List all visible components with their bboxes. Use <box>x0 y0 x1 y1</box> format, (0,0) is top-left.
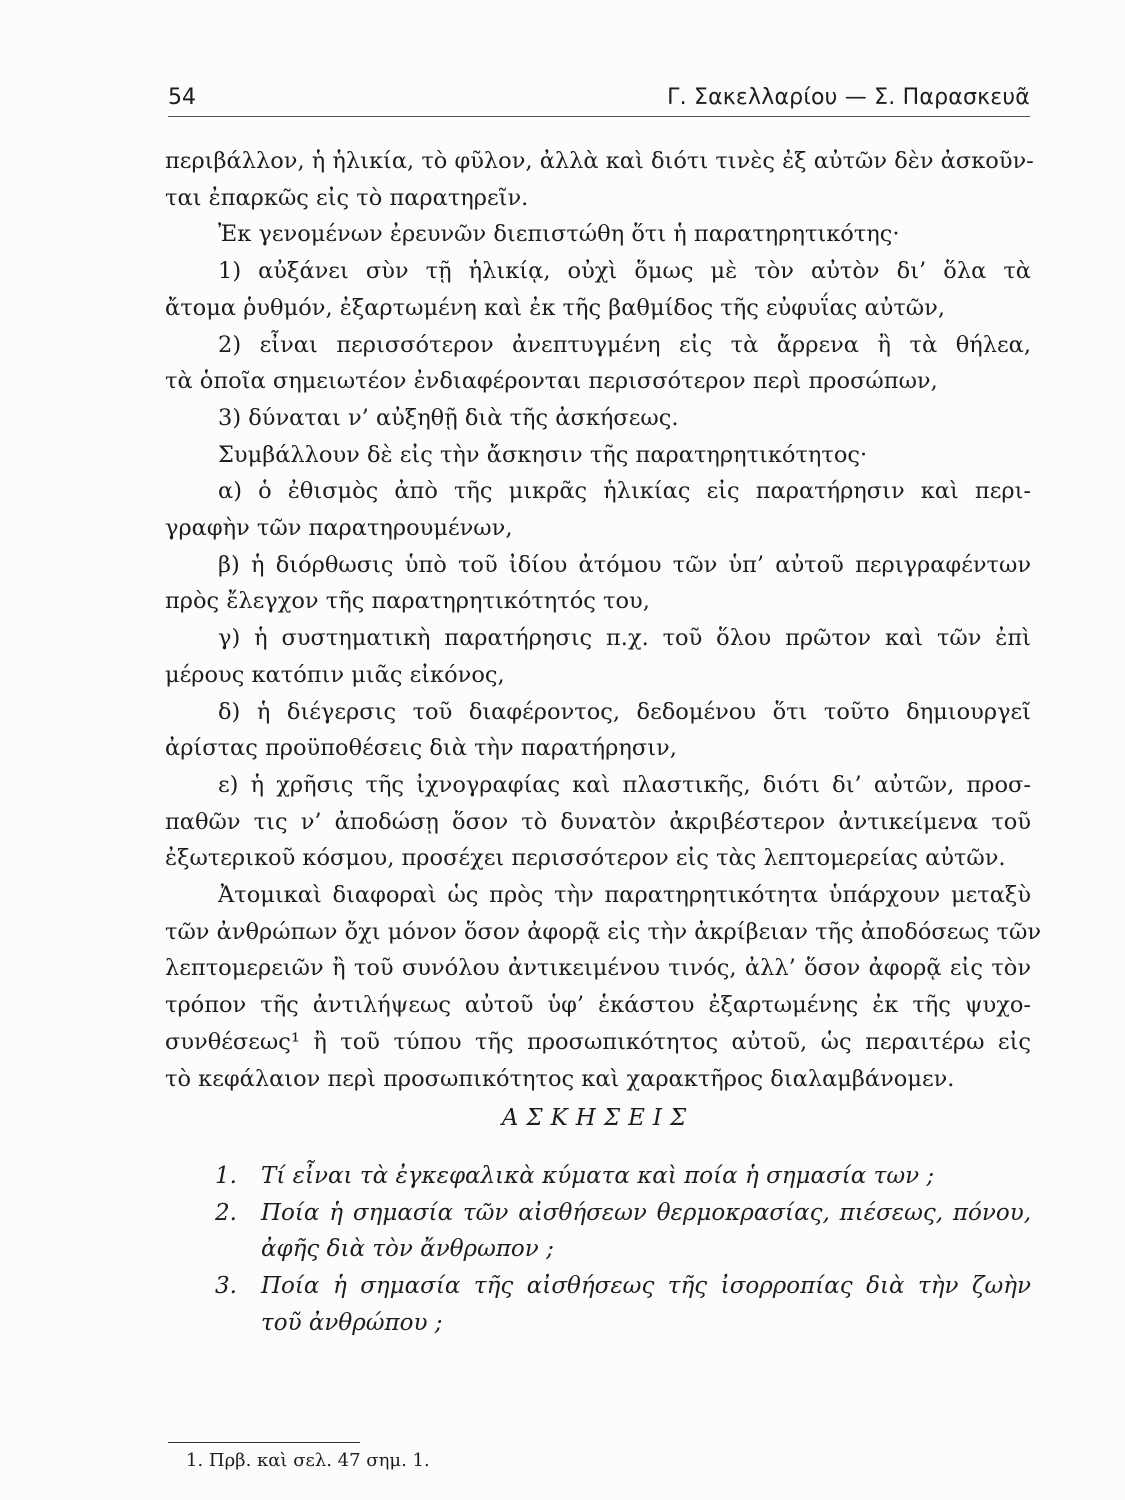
exercise-line: ἀφῆς διὰ τὸν ἄνθρωπον ; <box>261 1236 554 1263</box>
text-line: περιβάλλον, ἡ ἡλικία, τὸ φῦλον, ἀλλὰ καὶ διότι τινὲς ἐξ αὐτῶν δὲν ἀσκοῦν- <box>165 148 1034 174</box>
text-line: πρὸς ἔλεγχον τῆς παρατηρητικότητός του, <box>165 588 650 615</box>
text-line: β) ἡ διόρθωσις ὑπὸ τοῦ ἰδίου ἀτόμου τῶν ὑπ’ αὐτοῦ περιγραφέντων <box>218 551 1031 578</box>
exercise-number: 1. <box>215 1163 237 1189</box>
text-line: τὰ ὁποῖα σημειωτέον ἐνδιαφέρονται περισσότερον περὶ προσώπων, <box>165 368 938 395</box>
exercise-number: 2. <box>215 1199 237 1226</box>
text-line: α) ὁ ἐθισμὸς ἀπὸ τῆς μικρᾶς ἡλικίας εἰς παρατήρησιν καὶ περι- <box>218 478 1031 505</box>
text-line: Ἀτομικαὶ διαφοραὶ ὡς πρὸς τὴν παρατηρητικότητα ὑπάρχουν μεταξὺ <box>218 882 1031 909</box>
paragraph <box>165 437 1031 474</box>
body-text <box>165 143 1042 1097</box>
paragraph <box>165 620 1031 693</box>
page-number: 54 <box>168 85 196 110</box>
text-line: τῶν ἀνθρώπων ὄχι μόνον ὅσον ἀφορᾷ εἰς τὴν ἀκρίβειαν τῆς ἀποδόσεως τῶν <box>165 918 1042 945</box>
exercise-item <box>165 1268 1031 1341</box>
paragraph <box>165 877 1042 1097</box>
text-line: μέρους κατόπιν μιᾶς εἰκόνος, <box>165 661 505 688</box>
paragraph <box>165 694 1031 767</box>
text-line: τρόπον τῆς ἀντιλήψεως αὐτοῦ ὑφ’ ἑκάστου ἐξαρτωμένης ἐκ τῆς ψυχο- <box>165 992 1031 1019</box>
exercise-line: Τί εἶναι τὰ ἐγκεφαλικὰ κύματα καὶ ποία ἡ σημασία των ; <box>261 1163 935 1189</box>
paragraph <box>165 400 1031 437</box>
paragraph <box>165 216 1031 253</box>
paragraph <box>165 327 1031 400</box>
paragraph <box>165 143 1034 216</box>
exercises-list <box>165 1158 1031 1342</box>
text-line: γραφὴν τῶν παρατηρουμένων, <box>165 515 513 542</box>
footnote: 1. Πρβ. καὶ σελ. 47 σημ. 1. <box>186 1450 430 1471</box>
text-line: ε) ἡ χρῆσις τῆς ἰχνογραφίας καὶ πλαστικῆς, διότι δι’ αὐτῶν, προσ- <box>218 771 1031 798</box>
text-line: ται ἐπαρκῶς εἰς τὸ παρατηρεῖν. <box>165 184 529 211</box>
header-rule <box>168 116 1030 117</box>
text-line: 1) αὐξάνει σὺν τῇ ἡλικίᾳ, οὐχὶ ὅμως μὲ τὸν αὐτὸν δι’ ὅλα τὰ <box>218 258 1031 285</box>
footnote-rule <box>168 1442 360 1443</box>
text-line: Ἐκ γενομένων ἐρευνῶν διεπιστώθη ὅτι ἡ παρατηρητικότης· <box>218 221 900 248</box>
running-head: Γ. Σακελλαρίου — Σ. Παρασκευᾶ <box>667 85 1030 110</box>
text-line: δ) ἡ διέγερσις τοῦ διαφέροντος, δεδομένου ὅτι τοῦτο δημιουργεῖ <box>218 698 1031 725</box>
exercise-number: 3. <box>215 1273 237 1300</box>
paragraph <box>165 767 1031 877</box>
exercise-item <box>165 1158 1031 1195</box>
text-line: ἐξωτερικοῦ κόσμου, προσέχει περισσότερον εἰς τὰς λεπτομερείας αὐτῶν. <box>165 845 1006 872</box>
exercise-line: Ποία ἡ σημασία τῆς αἰσθήσεως τῆς ἰσορροπίας διὰ τὴν ζωὴν <box>261 1273 1031 1300</box>
text-line: παθῶν τις ν’ ἀποδώσῃ ὅσον τὸ δυνατὸν ἀκριβέστερον ἀντικείμενα τοῦ <box>165 808 1031 835</box>
text-line: 2) εἶναι περισσότερον ἀνεπτυγμένη εἰς τὰ ἄρρενα ἢ τὰ θήλεα, <box>218 331 1031 358</box>
text-line: γ) ἡ συστηματικὴ παρατήρησις π.χ. τοῦ ὅλου πρῶτον καὶ τῶν ἐπὶ <box>218 625 1031 652</box>
text-line: λεπτομερειῶν ἢ τοῦ συνόλου ἀντικειμένου τινός, ἀλλ’ ὅσον ἀφορᾷ εἰς τὸν <box>165 955 1031 982</box>
exercise-line: τοῦ ἀνθρώπου ; <box>261 1309 443 1336</box>
paragraph <box>165 473 1031 546</box>
page-header <box>168 84 1030 114</box>
text-line: ἀρίστας προϋποθέσεις διὰ τὴν παρατήρησιν, <box>165 735 677 762</box>
text-line: 3) δύναται ν’ αὐξηθῇ διὰ τῆς ἀσκήσεως. <box>218 404 679 431</box>
text-line: τὸ κεφάλαιον περὶ προσωπικότητος καὶ χαρακτῆρος διαλαμβάνομεν. <box>165 1065 955 1092</box>
exercise-line: Ποία ἡ σημασία τῶν αἰσθήσεων θερμοκρασίας, πιέσεως, πόνου, <box>261 1199 1031 1226</box>
paragraph <box>165 547 1031 620</box>
exercises-title: ΑΣΚΗΣΕΙΣ <box>501 1105 695 1131</box>
text-line: συνθέσεως¹ ἢ τοῦ τύπου τῆς προσωπικότητος αὐτοῦ, ὡς περαιτέρω εἰς <box>165 1028 1031 1055</box>
paragraph <box>165 253 1031 326</box>
text-line: ἄτομα ῥυθμόν, ἐξαρτωμένη καὶ ἐκ τῆς βαθμίδος τῆς εὐφυΐας αὐτῶν, <box>165 294 945 321</box>
text-line: Συμβάλλουν δὲ εἰς τὴν ἄσκησιν τῆς παρατηρητικότητος· <box>218 441 868 468</box>
exercise-item <box>165 1195 1031 1268</box>
